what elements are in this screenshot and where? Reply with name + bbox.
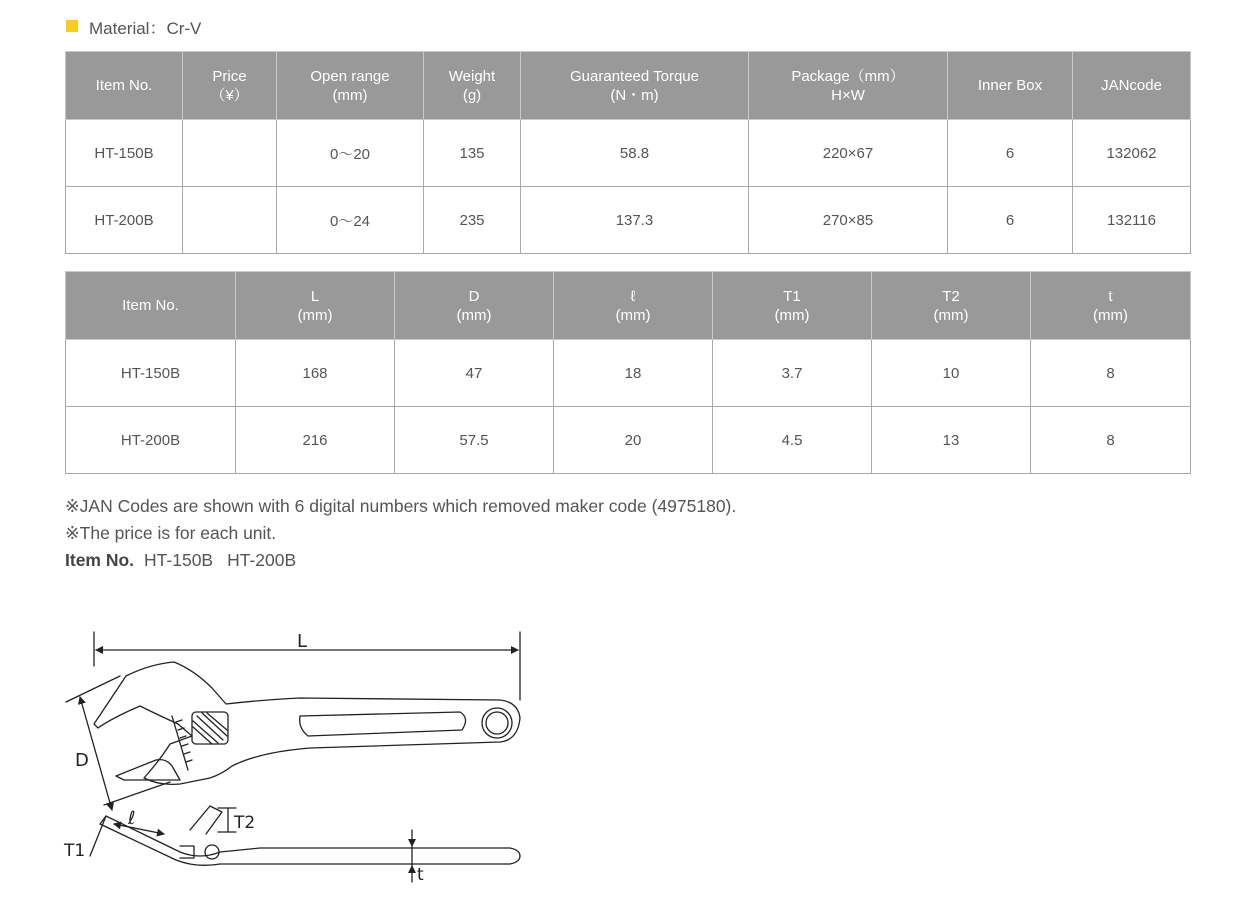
cell-jancode: 132062 <box>1073 120 1191 187</box>
cell-t1: 3.7 <box>713 340 872 407</box>
cell-price <box>183 187 277 254</box>
header-t: t (mm) <box>1031 272 1191 340</box>
header-item-no: Item No. <box>66 52 183 120</box>
label-ell: ℓ <box>128 808 136 829</box>
cell-package: 220×67 <box>749 120 948 187</box>
cell-t2: 13 <box>872 407 1031 474</box>
cell-torque: 58.8 <box>521 120 749 187</box>
item-no-label: Item No. <box>65 550 135 570</box>
cell-open-range: 0～24 <box>277 187 424 254</box>
label-l: L <box>296 631 308 652</box>
table-row <box>66 187 1191 254</box>
spec-table-dimensions <box>65 271 1191 474</box>
cell-jancode: 132116 <box>1073 187 1191 254</box>
cell-inner-box: 6 <box>948 187 1073 254</box>
cell-weight: 135 <box>424 120 521 187</box>
cell-torque: 137.3 <box>521 187 749 254</box>
wrench-side-view <box>100 816 520 865</box>
header-item-no: Item No. <box>66 272 236 340</box>
header-d: D (mm) <box>395 272 554 340</box>
item-no-value: HT-200B <box>227 550 297 570</box>
cell-item-no: HT-200B <box>66 187 183 254</box>
cell-l: 168 <box>236 340 395 407</box>
square-bullet-icon <box>66 20 78 32</box>
header-torque: Guaranteed Torque (N・m) <box>521 52 749 120</box>
notes <box>65 493 736 574</box>
material-text: Material：Cr-V <box>89 18 202 38</box>
cell-item-no: HT-150B <box>66 340 236 407</box>
cell-t1: 4.5 <box>713 407 872 474</box>
note-price: ※The price is for each unit. <box>65 523 277 543</box>
header-ell: ℓ (mm) <box>554 272 713 340</box>
spec-table-general <box>65 51 1191 254</box>
cell-t2: 10 <box>872 340 1031 407</box>
wrench-top-view <box>94 662 520 784</box>
cell-item-no: HT-200B <box>66 407 236 474</box>
table-row <box>66 120 1191 187</box>
header-package: Package（mm） H×W <box>749 52 948 120</box>
cell-ell: 20 <box>554 407 713 474</box>
label-t1: T1 <box>64 841 86 861</box>
cell-inner-box: 6 <box>948 120 1073 187</box>
cell-t: 8 <box>1031 340 1191 407</box>
header-price: Price （¥） <box>183 52 277 120</box>
label-d: D <box>75 750 89 771</box>
table-row <box>66 407 1191 474</box>
header-t1: T1 (mm) <box>713 272 872 340</box>
header-weight: Weight (g) <box>424 52 521 120</box>
item-no-value: HT-150B <box>144 550 214 570</box>
header-inner-box: Inner Box <box>948 52 1073 120</box>
item-no-line <box>65 547 736 574</box>
table-row <box>66 340 1191 407</box>
cell-price <box>183 120 277 187</box>
header-t2: T2 (mm) <box>872 272 1031 340</box>
cell-t: 8 <box>1031 407 1191 474</box>
cell-package: 270×85 <box>749 187 948 254</box>
cell-open-range: 0～20 <box>277 120 424 187</box>
cell-ell: 18 <box>554 340 713 407</box>
note-jan: ※JAN Codes are shown with 6 digital numbers which removed maker code (4975180). <box>65 496 737 516</box>
table-header-row <box>66 52 1191 120</box>
cell-d: 47 <box>395 340 554 407</box>
material-line <box>66 14 201 38</box>
label-t2: T2 <box>234 813 256 833</box>
header-l: L (mm) <box>236 272 395 340</box>
header-open-range: Open range (mm) <box>277 52 424 120</box>
wrench-diagram <box>60 620 530 895</box>
header-jancode: JANcode <box>1073 52 1191 120</box>
cell-item-no: HT-150B <box>66 120 183 187</box>
cell-l: 216 <box>236 407 395 474</box>
cell-weight: 235 <box>424 187 521 254</box>
cell-d: 57.5 <box>395 407 554 474</box>
label-t: t <box>417 865 424 885</box>
table-header-row <box>66 272 1191 340</box>
